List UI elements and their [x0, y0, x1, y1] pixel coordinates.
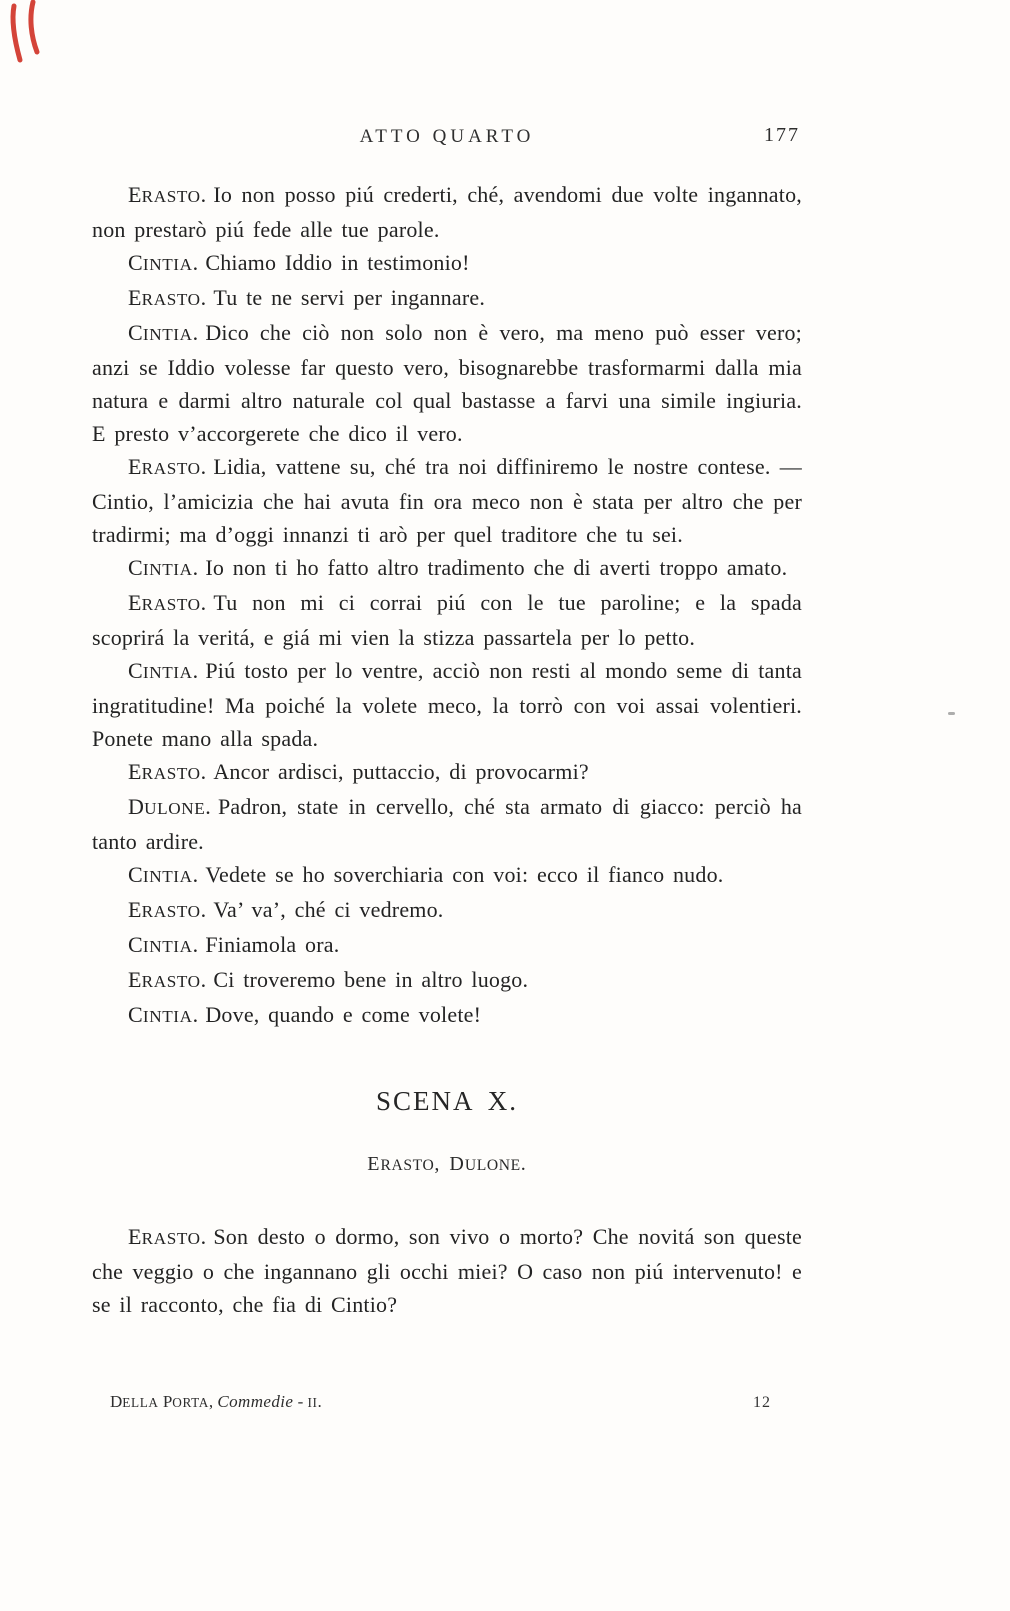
speaker-name: ERASTO. [128, 967, 207, 992]
speech-paragraph [92, 998, 802, 1033]
speaker-name: ERASTO. [128, 1224, 207, 1249]
running-header [92, 126, 802, 148]
speech-text: Io non posso piú crederti, ché, avendomi due volte ingannato, non prestarò piú fede alle tue parole. [92, 182, 802, 242]
speech-text: Padron, state in cervello, ché sta armato di giacco: perciò ha tanto ardire. [92, 794, 802, 854]
speech-paragraph [92, 755, 802, 790]
speech-paragraph [92, 246, 802, 281]
speech-paragraph [92, 790, 802, 858]
speech-text: Va’ va’, ché ci vedremo. [213, 897, 444, 922]
speech-text: Dico che ciò non solo non è vero, ma meno può esser vero; anzi se Iddio volesse far questo vero, bisognarebbe trasformarmi dalla mia natura e darmi altro naturale col qual bastasse a farvi una simile ingiuria. E presto v’accorgerete che dico il vero. [92, 320, 802, 446]
speech-paragraph [92, 178, 802, 246]
speech-paragraph [92, 654, 802, 755]
speaker-name: CINTIA. [128, 932, 199, 957]
page-number: 177 [764, 124, 800, 146]
speech-text: Ci troveremo bene in altro luogo. [213, 967, 529, 992]
speech-paragraph [92, 450, 802, 551]
speaker-name: CINTIA. [128, 658, 199, 683]
speech-paragraph [92, 1220, 802, 1321]
scan-speck [948, 712, 955, 715]
speech-text: Io non ti ho fatto altro tradimento che di averti troppo amato. [205, 555, 788, 580]
speech-paragraph [92, 858, 802, 893]
dialogue-list [92, 178, 802, 1033]
speech-paragraph [92, 928, 802, 963]
speaker-name: ERASTO. [128, 759, 207, 784]
speech-text: Tu te ne servi per ingannare. [213, 285, 486, 310]
speaker-name: ERASTO. [128, 182, 207, 207]
scene-dialogue-list [92, 1220, 802, 1321]
speaker-name: ERASTO. [128, 285, 207, 310]
speech-text: Lidia, vattene su, ché tra noi diffiniremo le nostre contese. — Cintio, l’amicizia che hai avuta fin ora meco non è stata per altro che per tradirmi; ma d’oggi innanzi ti arò per quel traditore che tu sei. [92, 454, 802, 547]
scene-characters: ERASTO, DULONE. [367, 1153, 527, 1175]
red-pen-mark [6, 0, 58, 72]
speech-paragraph [92, 316, 802, 450]
speech-paragraph [92, 963, 802, 998]
scene-heading: SCENA X. [375, 1086, 519, 1116]
speech-text: Finiamola ora. [205, 932, 340, 957]
speech-text: Son desto o dormo, son vivo o morto? Che novitá son queste che veggio o che ingannano gli occhi miei? O caso non piú intervenuto! e se il racconto, che fia di Cintio? [92, 1224, 802, 1317]
running-header-title: ATTO QUARTO [359, 126, 535, 147]
text-column [92, 178, 802, 1321]
speaker-name: ERASTO. [128, 454, 207, 479]
speech-text: Ancor ardisci, puttaccio, di provocarmi? [213, 759, 589, 784]
speech-text: Dove, quando e come volete! [205, 1002, 482, 1027]
speech-paragraph [92, 893, 802, 928]
speech-text: Piú tosto per lo ventre, acciò non resti al mondo seme di tanta ingratitudine! Ma poiché la volete meco, la torrò con voi assai volentieri. Ponete mano alla spada. [92, 658, 802, 751]
speaker-name: ERASTO. [128, 897, 207, 922]
speaker-name: CINTIA. [128, 320, 199, 345]
speaker-name: ERASTO. [128, 590, 207, 615]
speaker-name: CINTIA. [128, 555, 199, 580]
speech-text: Tu non mi ci corrai piú con le tue paroline; e la spada scoprirá la veritá, e giá mi vien la stizza passartela per lo petto. [92, 590, 802, 650]
speaker-name: CINTIA. [128, 250, 199, 275]
speaker-name: CINTIA. [128, 1002, 199, 1027]
speech-paragraph [92, 281, 802, 316]
speaker-name: DULONE. [128, 794, 211, 819]
footer-citation: DELLA PORTA, Commedie - II. [110, 1392, 322, 1411]
footer-work-title: Commedie [217, 1392, 294, 1411]
speech-text: Vedete se ho soverchiaria con voi: ecco il fianco nudo. [205, 862, 724, 887]
speech-paragraph [92, 551, 802, 586]
speech-text: Chiamo Iddio in testimonio! [205, 250, 470, 275]
speaker-name: CINTIA. [128, 862, 199, 887]
speech-paragraph [92, 586, 802, 654]
footer-signature: 12 [753, 1394, 771, 1411]
